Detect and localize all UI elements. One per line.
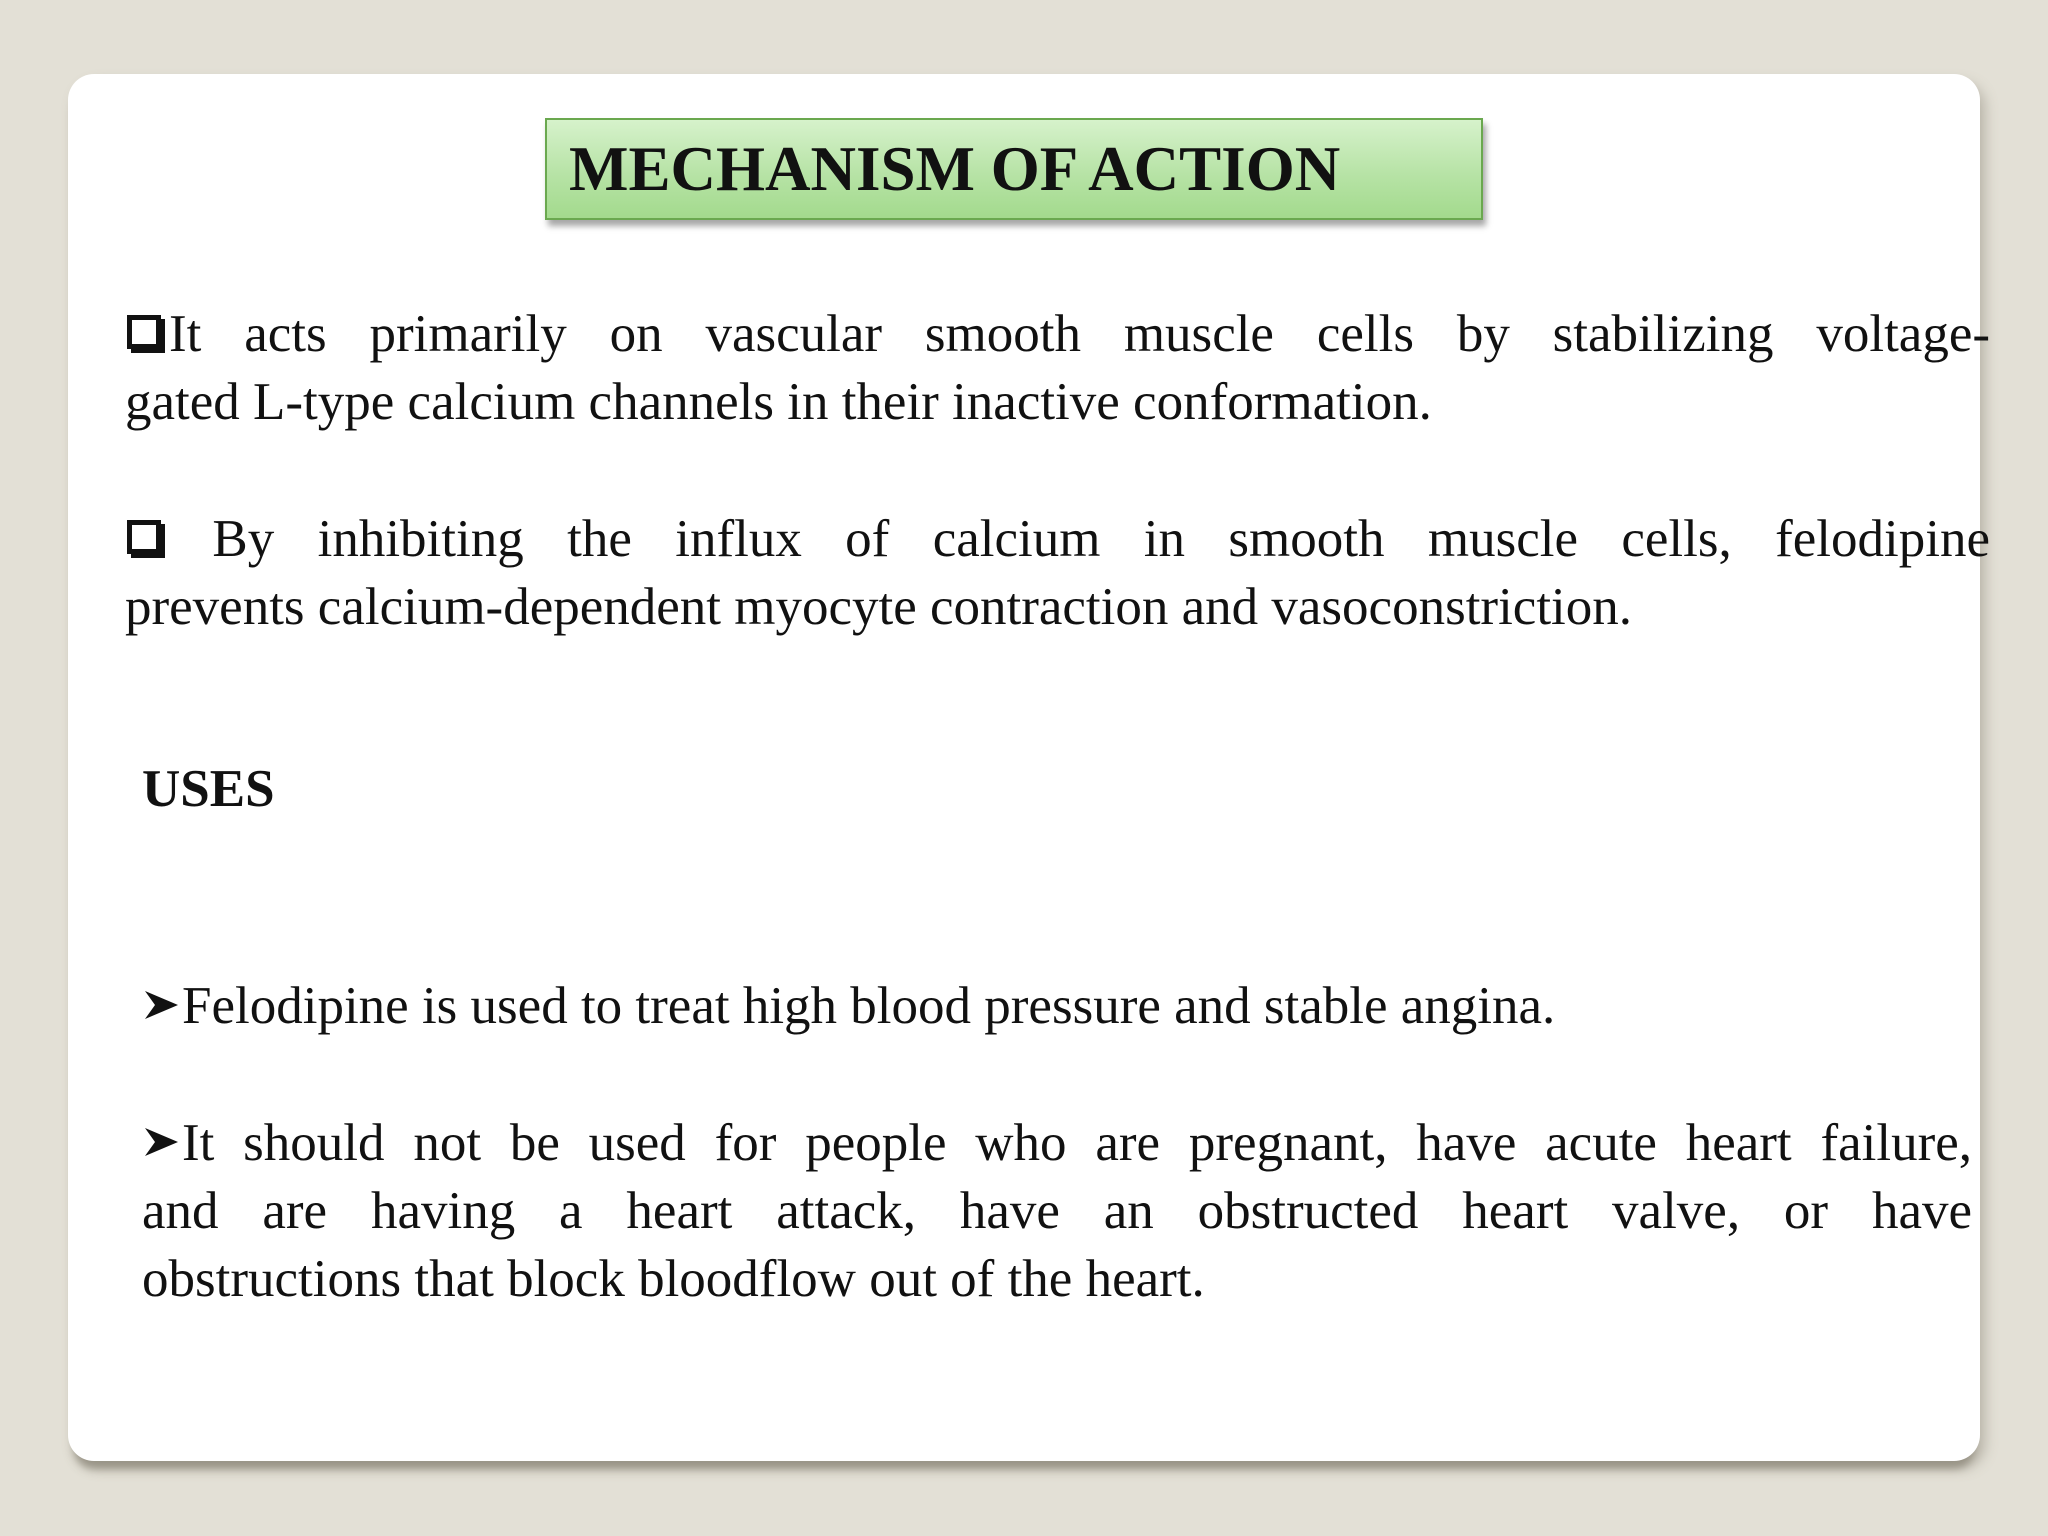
right-arrowhead-bullet-icon bbox=[142, 985, 182, 1025]
right-arrowhead-bullet-icon bbox=[142, 1122, 182, 1162]
uses-bullet-1-line-1 bbox=[142, 972, 1972, 1040]
mechanism-paragraph-1-text-a: It acts primarily on vascular smooth muscle cells by stabilizing voltage- bbox=[169, 305, 1990, 363]
mechanism-paragraph-2 bbox=[125, 505, 1990, 641]
uses-bullet-1 bbox=[142, 972, 1972, 1040]
slide-title: MECHANISM OF ACTION bbox=[569, 133, 1341, 204]
uses-bullet-2-line-2: and are having a heart attack, have an obstructed heart valve, or have bbox=[142, 1182, 1972, 1240]
mechanism-paragraph-2-line-1 bbox=[125, 505, 1990, 573]
uses-bullet-2-line-3: obstructions that block bloodflow out of the heart. bbox=[142, 1250, 1205, 1308]
uses-heading: USES bbox=[142, 760, 275, 818]
mechanism-paragraph-1-line-1 bbox=[125, 300, 1990, 368]
uses-bullet-2 bbox=[142, 1109, 1972, 1313]
hollow-square-bullet-icon bbox=[127, 315, 161, 349]
title-box bbox=[545, 118, 1483, 220]
uses-bullet-1-text: Felodipine is used to treat high blood pressure and stable angina. bbox=[182, 977, 1556, 1035]
mechanism-paragraph-2-line-2: prevents calcium-dependent myocyte contraction and vasoconstriction. bbox=[125, 578, 1633, 636]
uses-bullet-2-text-a: It should not be used for people who are pregnant, have acute heart failure, bbox=[182, 1114, 1972, 1172]
mechanism-paragraph-1-line-2: gated L-type calcium channels in their inactive conformation. bbox=[125, 373, 1432, 431]
uses-bullet-2-line-1 bbox=[142, 1109, 1972, 1177]
hollow-square-bullet-icon bbox=[127, 520, 161, 554]
mechanism-paragraph-2-text-a: By inhibiting the influx of calcium in smooth muscle cells, felodipine bbox=[169, 510, 1990, 568]
slide-card bbox=[68, 74, 1990, 1461]
mechanism-paragraph-1 bbox=[125, 300, 1990, 436]
